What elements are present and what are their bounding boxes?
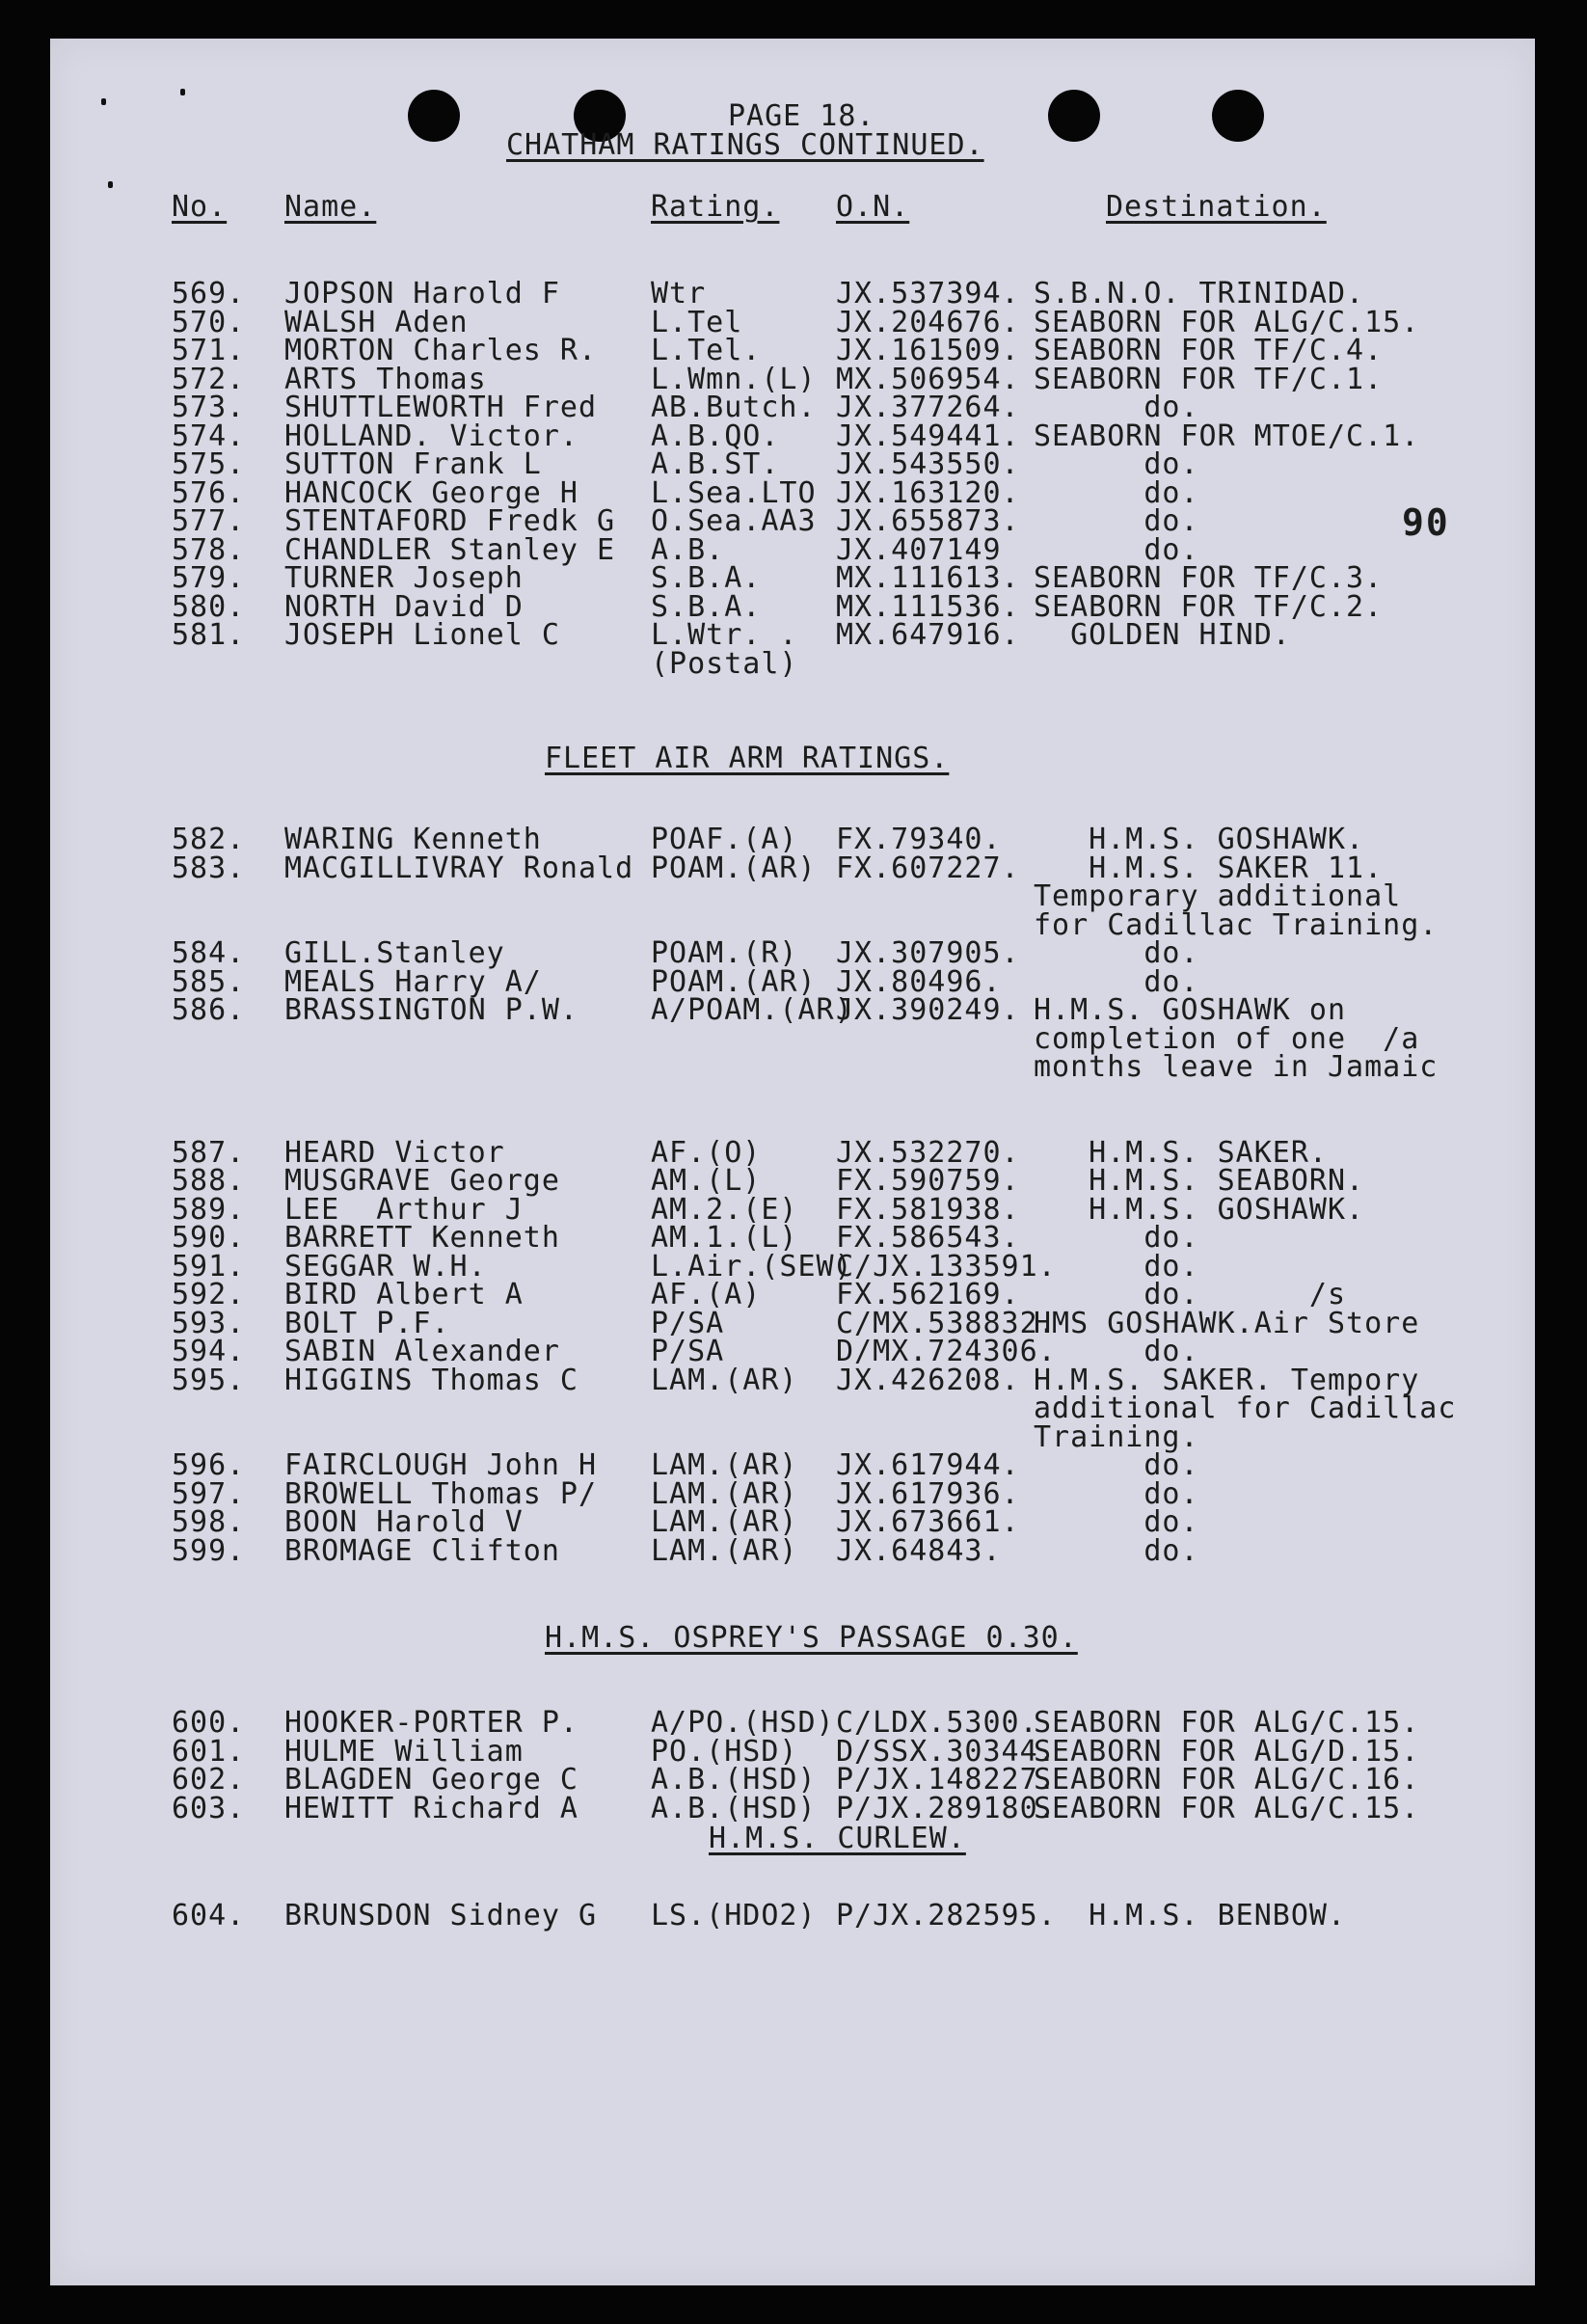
rating-name: HIGGINS Thomas C [284,1363,578,1397]
official-number: JX.377264. [836,391,1020,424]
column-header-on: O.N. [836,190,910,224]
osprey-heading: H.M.S. OSPREY'S PASSAGE 0.30. [545,1621,1078,1655]
destination: do. [1034,964,1199,999]
official-number: JX.537394. [836,277,1020,311]
destination: completion of one /a [1034,1021,1420,1056]
rating-rank: PO.(HSD) [651,1734,798,1769]
row-number: 572. [172,362,246,396]
table-row [50,1306,1535,1340]
rating-name: JOSEPH Lionel C [284,618,560,652]
table-row [50,362,1535,396]
official-number: FX.586543. [836,1221,1020,1255]
official-number: FX.607227. [836,851,1020,885]
destination: do. [1034,1533,1199,1568]
column-header-rating: Rating. [651,190,780,224]
table-row [50,1533,1535,1568]
table-row [50,964,1535,999]
table-row [50,618,1535,652]
row-number: 585. [172,964,246,999]
destination: do. [1034,1221,1199,1255]
table-row [50,1899,1535,1932]
rating-rank: POAF.(A) [651,823,798,856]
row-number: 593. [172,1306,246,1340]
rating-name: BROWELL Thomas P/ [284,1476,598,1511]
row-number: 591. [172,1249,246,1284]
table-row [50,1763,1535,1797]
document-page [50,39,1535,2285]
rating-rank: AM.2.(E) [651,1192,798,1227]
rating-rank: AF.(O) [651,1135,762,1170]
official-number: JX.655873. [836,504,1020,538]
table-row [50,1050,1535,1084]
table-row [50,1164,1535,1198]
rating-rank: (Postal) [651,646,798,681]
row-number: 575. [172,447,246,481]
rating-rank: Wtr [651,277,707,311]
row-number: 592. [172,1278,246,1311]
destination: do. [1034,936,1199,970]
table-row [50,646,1535,681]
rating-rank: A.B.(HSD) [651,1791,817,1825]
table-row [50,305,1535,339]
destination: H.M.S. SAKER. Tempory [1034,1363,1420,1397]
table-row [50,1734,1535,1769]
destination: months leave in Jamaic [1034,1050,1439,1084]
rating-name: WARING Kenneth [284,823,542,856]
table-row [50,1082,1535,1111]
official-number: P/JX.148227. [836,1763,1057,1797]
table-row [50,475,1535,510]
ink-speck [108,181,113,188]
destination: do. [1034,1476,1199,1511]
rating-rank: LAM.(AR) [651,1363,798,1397]
table-row [50,1221,1535,1255]
official-number: JX.549441. [836,419,1020,453]
official-number: JX.617936. [836,1476,1020,1511]
official-number: P/JX.289180. [836,1791,1057,1825]
rating-rank: L.Tel. [651,334,762,367]
row-number: 579. [172,561,246,595]
rating-name: BOON Harold V [284,1505,524,1539]
punch-hole [1048,90,1100,142]
rating-name: HOLLAND. Victor. [284,419,578,453]
official-number: FX.581938. [836,1192,1020,1227]
destination: Temporary additional [1034,879,1402,913]
table-row [50,1448,1535,1482]
rating-rank: AF.(A) [651,1278,762,1311]
rating-name: HEARD Victor [284,1135,505,1170]
rating-name: BRASSINGTON P.W. [284,993,578,1027]
rating-rank: AM.1.(L) [651,1221,798,1255]
punch-hole [408,90,460,142]
rating-name: SUTTON Frank L [284,447,542,481]
official-number: D/MX.724306. [836,1335,1057,1368]
section-heading: CHATHAM RATINGS CONTINUED. [506,128,984,162]
table-row [50,1278,1535,1311]
table-row [50,419,1535,453]
destination: SEABORN FOR ALG/C.15. [1034,1791,1420,1825]
destination: additional for Cadillac [1034,1392,1457,1425]
rating-rank: A.B.ST. [651,447,780,481]
row-number: 596. [172,1448,246,1482]
destination: SEABORN FOR TF/C.3. [1034,561,1384,595]
row-number: 595. [172,1363,246,1397]
rating-name: MUSGRAVE George [284,1164,560,1198]
destination: do. [1034,1448,1199,1482]
rating-rank: AB.Butch. [651,391,817,424]
destination: H.M.S. GOSHAWK on [1034,993,1347,1027]
destination: SEABORN FOR TF/C.2. [1034,589,1384,624]
table-row [50,1419,1535,1454]
destination: SEABORN FOR ALG/C.16. [1034,1763,1420,1797]
rating-rank: O.Sea.AA3 [651,504,817,538]
table-row [50,1110,1535,1139]
rating-name: BRUNSDON Sidney G [284,1899,598,1932]
table-row [50,1394,1535,1423]
destination: do. [1034,391,1199,424]
rating-rank: L.Sea.LTO [651,475,817,510]
destination: H.M.S. SAKER 11. [1034,851,1384,885]
destination: SEABORN FOR ALG/C.15. [1034,305,1420,339]
faa-heading: FLEET AIR ARM RATINGS. [545,742,950,775]
punch-hole [1212,90,1264,142]
official-number: JX.80496. [836,964,1002,999]
rating-name: SEGGAR W.H. [284,1249,487,1284]
rating-name: STENTAFORD Fredk G [284,504,616,538]
rating-name: JOPSON Harold F [284,277,560,311]
rating-rank: S.B.A. [651,589,762,624]
rating-rank: L.Air.(SEW) [651,1249,853,1284]
table-row [50,879,1535,913]
destination: GOLDEN HIND. [1034,618,1291,652]
rating-rank: POAM.(R) [651,936,798,970]
rating-rank: P/SA [651,1335,725,1368]
rating-name: BIRD Albert A [284,1278,524,1311]
ink-speck [180,89,185,95]
row-number: 589. [172,1192,246,1227]
rating-name: BOLT P.F. [284,1306,450,1340]
rating-name: WALSH Aden [284,305,469,339]
table-row [50,561,1535,595]
rating-name: TURNER Joseph [284,561,524,595]
table-row [50,277,1535,311]
rating-name: FAIRCLOUGH John H [284,1448,598,1482]
table-row [50,1706,1535,1740]
official-number: JX.64843. [836,1533,1002,1568]
destination: HMS GOSHAWK.Air Store [1034,1306,1420,1340]
table-row [50,1192,1535,1227]
curlew-heading: H.M.S. CURLEW. [709,1822,966,1855]
table-row [50,1135,1535,1170]
rating-name: HEWITT Richard A [284,1791,578,1825]
table-row [50,1363,1535,1397]
table-row [50,504,1535,538]
rating-name: NORTH David D [284,589,524,624]
rating-name: MORTON Charles R. [284,334,598,367]
destination: do. /s [1034,1278,1347,1311]
row-number: 600. [172,1706,246,1740]
official-number: JX.532270. [836,1135,1020,1170]
destination: SEABORN FOR ALG/C.15. [1034,1706,1420,1740]
table-row [50,447,1535,481]
rating-name: BLAGDEN George C [284,1763,578,1797]
official-number: MX.111613. [836,561,1020,595]
column-header-no: No. [172,190,228,224]
row-number: 584. [172,936,246,970]
destination: for Cadillac Training. [1034,907,1439,942]
page-title: PAGE 18. [728,99,875,133]
destination: H.M.S. SEABORN. [1034,1164,1365,1198]
rating-name: HOOKER-PORTER P. [284,1706,578,1740]
rating-rank: A.B. [651,532,725,567]
official-number: FX.562169. [836,1278,1020,1311]
official-number: JX.617944. [836,1448,1020,1482]
rating-rank: LAM.(AR) [651,1533,798,1568]
table-row [50,1249,1535,1284]
rating-name: BARRETT Kenneth [284,1221,560,1255]
table-row [50,907,1535,942]
row-number: 599. [172,1533,246,1568]
destination: S.B.N.O. TRINIDAD. [1034,277,1365,311]
rating-rank: LAM.(AR) [651,1476,798,1511]
row-number: 573. [172,391,246,424]
official-number: D/SSX.30344. [836,1734,1057,1769]
table-row [50,1335,1535,1368]
table-row [50,1791,1535,1825]
rating-rank: L.Tel [651,305,743,339]
rating-rank: A/POAM.(AR) [651,993,853,1027]
column-header-destination: Destination. [1106,190,1327,224]
rating-name: SABIN Alexander [284,1335,560,1368]
table-row [50,825,1535,854]
rating-name: ARTS Thomas [284,362,487,396]
official-number: JX.161509. [836,334,1020,367]
rating-rank: LS.(HDO2) [651,1899,817,1932]
row-number: 574. [172,419,246,453]
official-number: JX.407149 [836,532,1002,567]
row-number: 603. [172,1791,246,1825]
rating-rank: AM.(L) [651,1164,762,1198]
official-number: JX.204676. [836,305,1020,339]
destination: do. [1034,1505,1199,1539]
rating-rank: LAM.(AR) [651,1448,798,1482]
row-number: 569. [172,277,246,311]
official-number: C/MX.538832. [836,1306,1057,1340]
rating-name: MEALS Harry A/ [284,964,542,999]
official-number: FX.590759. [836,1164,1020,1198]
row-number: 580. [172,589,246,624]
destination: do. [1034,475,1199,510]
official-number: C/JX.133591. [836,1249,1057,1284]
rating-name: MACGILLIVRAY Ronald [284,851,634,885]
destination: SEABORN FOR MTOE/C.1. [1034,419,1420,453]
destination: do. [1034,1249,1199,1284]
official-number: JX.163120. [836,475,1020,510]
rating-name: LEE Arthur J [284,1192,524,1227]
destination: Training. [1034,1419,1199,1454]
table-row [50,993,1535,1027]
row-number: 594. [172,1335,246,1368]
rating-name: GILL.Stanley [284,936,505,970]
destination: do. [1034,1335,1199,1368]
row-number: 598. [172,1505,246,1539]
rating-name: SHUTTLEWORTH Fred [284,391,598,424]
official-number: MX.506954. [836,362,1020,396]
destination: do. [1034,532,1199,567]
rating-rank: A.B.(HSD) [651,1763,817,1797]
row-number: 590. [172,1221,246,1255]
margin-folio-number: 90 [1402,501,1450,544]
row-number: 586. [172,993,246,1027]
table-row [50,1505,1535,1539]
official-number: P/JX.282595. [836,1899,1057,1932]
official-number: JX.426208. [836,1363,1020,1397]
table-row [50,393,1535,422]
row-number: 604. [172,1899,246,1932]
row-number: 602. [172,1763,246,1797]
official-number: JX.307905. [836,936,1020,970]
row-number: 587. [172,1135,246,1170]
row-number: 581. [172,618,246,652]
official-number: MX.111536. [836,589,1020,624]
table-row [50,1021,1535,1056]
official-number: MX.647916. [836,618,1020,652]
table-row [50,936,1535,970]
rating-rank: A.B.QO. [651,419,780,453]
row-number: 601. [172,1734,246,1769]
official-number: FX.79340. [836,823,1002,856]
row-number: 583. [172,851,246,885]
rating-name: HANCOCK George H [284,475,578,510]
ink-speck [101,98,106,105]
official-number: C/LDX.5300. [836,1706,1038,1740]
destination: SEABORN FOR TF/C.4. [1034,334,1384,367]
official-number: JX.673661. [836,1505,1020,1539]
destination: do. [1034,504,1199,538]
rating-name: HULME William [284,1734,524,1769]
table-row [50,532,1535,567]
official-number: JX.390249. [836,993,1020,1027]
column-header-name: Name. [284,190,377,224]
destination: H.M.S. SAKER. [1034,1135,1328,1170]
table-row [50,1476,1535,1511]
row-number: 571. [172,334,246,367]
rating-rank: S.B.A. [651,561,762,595]
row-number: 576. [172,475,246,510]
table-row [50,589,1535,624]
rating-name: CHANDLER Stanley E [284,532,616,567]
rating-rank: P/SA [651,1306,725,1340]
rating-rank: POAM.(AR) [651,964,817,999]
table-row [50,334,1535,367]
destination: H.M.S. GOSHAWK. [1034,823,1365,856]
rating-rank: L.Wtr. . [651,618,798,652]
destination: do. [1034,447,1199,481]
destination: H.M.S. GOSHAWK. [1034,1192,1365,1227]
destination: SEABORN FOR ALG/D.15. [1034,1734,1420,1769]
destination: H.M.S. BENBOW. [1034,1899,1347,1932]
table-row [50,851,1535,885]
row-number: 588. [172,1164,246,1198]
official-number: JX.543550. [836,447,1020,481]
destination: SEABORN FOR TF/C.1. [1034,362,1384,396]
row-number: 582. [172,823,246,856]
row-number: 577. [172,504,246,538]
rating-name: BROMAGE Clifton [284,1533,560,1568]
row-number: 570. [172,305,246,339]
rating-rank: POAM.(AR) [651,851,817,885]
rating-rank: L.Wmn.(L) [651,362,817,396]
rating-rank: LAM.(AR) [651,1505,798,1539]
row-number: 578. [172,532,246,567]
row-number: 597. [172,1476,246,1511]
rating-rank: A/PO.(HSD) [651,1706,835,1740]
